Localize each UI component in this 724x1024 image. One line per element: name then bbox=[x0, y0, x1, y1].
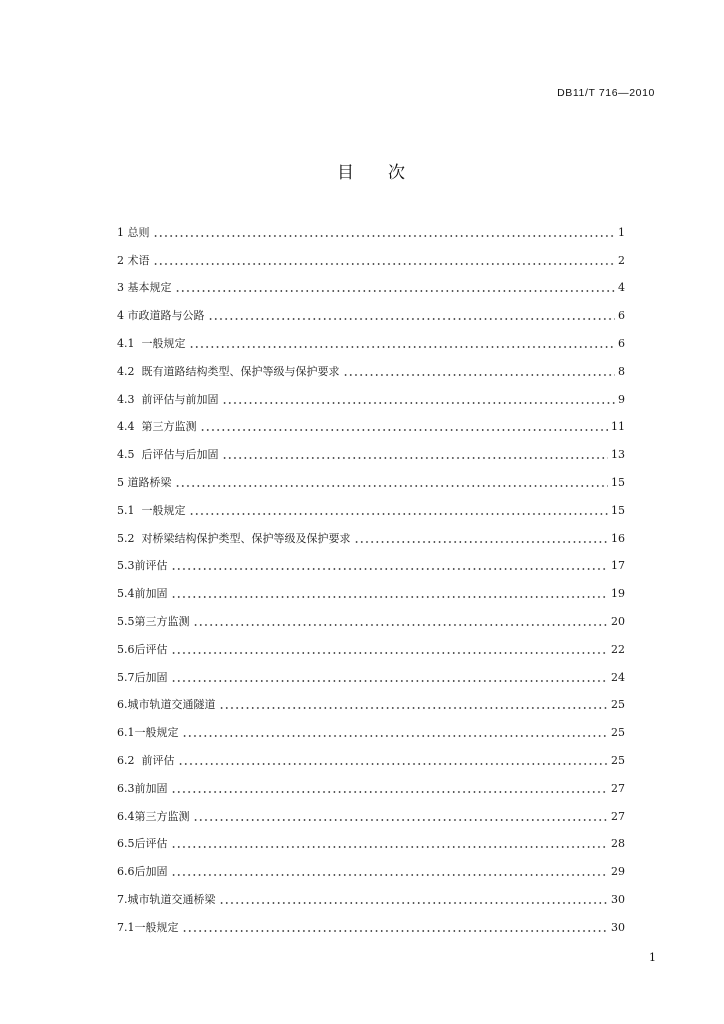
toc-entry-page: 24 bbox=[611, 670, 625, 684]
toc-entry bbox=[117, 274, 625, 302]
toc-entry bbox=[117, 607, 625, 635]
toc-entry bbox=[117, 774, 625, 802]
toc-entry-page: 30 bbox=[611, 892, 625, 906]
toc-entry bbox=[117, 357, 625, 385]
toc-entry-page: 28 bbox=[611, 837, 625, 851]
dot-leader bbox=[182, 929, 609, 933]
toc-entry bbox=[117, 329, 625, 357]
page-number: 1 bbox=[649, 951, 656, 964]
toc-entry-label: 3 基本规定 bbox=[117, 281, 172, 295]
dot-leader bbox=[193, 623, 609, 627]
toc-entry-label: 5.5第三方监测 bbox=[117, 614, 190, 628]
toc-entry-label: 2 术语 bbox=[117, 253, 150, 267]
toc-entry-page: 16 bbox=[611, 531, 625, 545]
toc-entry bbox=[117, 635, 625, 663]
dot-leader bbox=[219, 901, 609, 905]
toc-entry-page: 20 bbox=[611, 614, 625, 628]
dot-leader bbox=[171, 679, 609, 683]
toc-entry-page: 30 bbox=[611, 920, 625, 934]
dot-leader bbox=[222, 401, 616, 405]
toc-entry-page: 15 bbox=[611, 503, 625, 517]
toc-entry bbox=[117, 746, 625, 774]
dot-leader bbox=[171, 790, 609, 794]
toc-entry-page: 17 bbox=[611, 559, 625, 573]
toc-entry bbox=[117, 579, 625, 607]
toc-entry-label: 6.1一般规定 bbox=[117, 726, 179, 740]
toc-entry-page: 15 bbox=[611, 475, 625, 489]
toc-entry bbox=[117, 385, 625, 413]
dot-leader bbox=[175, 484, 609, 488]
toc-entry bbox=[117, 802, 625, 830]
dot-leader bbox=[208, 317, 616, 321]
dot-leader bbox=[153, 262, 616, 266]
toc-entry-label: 4 市政道路与公路 bbox=[117, 309, 205, 323]
dot-leader bbox=[200, 428, 609, 432]
toc-entry-label: 4.1 一般规定 bbox=[117, 336, 186, 350]
toc-entry bbox=[117, 496, 625, 524]
dot-leader bbox=[171, 845, 609, 849]
toc-entry bbox=[117, 663, 625, 691]
toc-entry bbox=[117, 857, 625, 885]
dot-leader bbox=[193, 818, 609, 822]
dot-leader bbox=[182, 734, 609, 738]
toc-entry-page: 4 bbox=[618, 281, 625, 295]
toc-entry bbox=[117, 885, 625, 913]
toc-entry bbox=[117, 524, 625, 552]
toc-entry-page: 25 bbox=[611, 726, 625, 740]
dot-leader bbox=[189, 345, 616, 349]
dot-leader bbox=[222, 456, 609, 460]
toc-entry-label: 6.3前加固 bbox=[117, 781, 168, 795]
toc-entry bbox=[117, 413, 625, 441]
toc-entry-label: 6.5后评估 bbox=[117, 837, 168, 851]
toc-entry-page: 29 bbox=[611, 865, 625, 879]
toc-entry-label: 5.2 对桥梁结构保护类型、保护等级及保护要求 bbox=[117, 531, 351, 545]
toc-entry-label: 4.4 第三方监测 bbox=[117, 420, 197, 434]
dot-leader bbox=[175, 289, 616, 293]
toc-entry-page: 2 bbox=[618, 253, 625, 267]
toc-entry bbox=[117, 830, 625, 858]
dot-leader bbox=[171, 651, 609, 655]
toc-entry-label: 5.1 一般规定 bbox=[117, 503, 186, 517]
toc-title: 目 次 bbox=[337, 163, 405, 183]
toc-entry-label: 5 道路桥梁 bbox=[117, 475, 172, 489]
toc-entry-page: 6 bbox=[618, 309, 625, 323]
toc-entry-page: 8 bbox=[618, 364, 625, 378]
toc-entry-label: 5.3前评估 bbox=[117, 559, 168, 573]
toc-entry bbox=[117, 246, 625, 274]
toc-entry-label: 5.4前加固 bbox=[117, 587, 168, 601]
toc-entry bbox=[117, 301, 625, 329]
toc-entry-page: 25 bbox=[611, 753, 625, 767]
toc-entry bbox=[117, 552, 625, 580]
toc-entry bbox=[117, 468, 625, 496]
toc-entry-label: 6.6后加固 bbox=[117, 865, 168, 879]
toc-entry-page: 11 bbox=[611, 420, 625, 434]
toc-entry-label: 6.2 前评估 bbox=[117, 753, 175, 767]
toc-entry-label: 7.城市轨道交通桥梁 bbox=[117, 892, 216, 906]
toc-entry-page: 22 bbox=[611, 642, 625, 656]
dot-leader bbox=[189, 512, 609, 516]
dot-leader bbox=[354, 540, 609, 544]
toc-entry-label: 6.4第三方监测 bbox=[117, 809, 190, 823]
dot-leader bbox=[343, 373, 616, 377]
dot-leader bbox=[219, 706, 609, 710]
toc-entry-label: 4.2 既有道路结构类型、保护等级与保护要求 bbox=[117, 364, 340, 378]
standard-code: DB11/T 716—2010 bbox=[557, 87, 655, 99]
toc-entry bbox=[117, 218, 625, 246]
toc-entry-label: 7.1一般规定 bbox=[117, 920, 179, 934]
table-of-contents bbox=[117, 218, 625, 941]
toc-entry-page: 1 bbox=[618, 225, 625, 239]
dot-leader bbox=[153, 234, 616, 238]
dot-leader bbox=[171, 567, 609, 571]
toc-entry-page: 27 bbox=[611, 809, 625, 823]
toc-entry-label: 5.6后评估 bbox=[117, 642, 168, 656]
toc-entry bbox=[117, 913, 625, 941]
toc-entry-page: 27 bbox=[611, 781, 625, 795]
toc-entry-page: 9 bbox=[618, 392, 625, 406]
toc-entry-label: 4.5 后评估与后加固 bbox=[117, 448, 219, 462]
toc-entry-label: 6.城市轨道交通隧道 bbox=[117, 698, 216, 712]
toc-entry bbox=[117, 718, 625, 746]
toc-entry-page: 6 bbox=[618, 336, 625, 350]
toc-entry-label: 1 总则 bbox=[117, 225, 150, 239]
toc-entry-page: 13 bbox=[611, 448, 625, 462]
toc-entry bbox=[117, 440, 625, 468]
toc-entry bbox=[117, 691, 625, 719]
toc-entry-page: 19 bbox=[611, 587, 625, 601]
toc-entry-label: 5.7后加固 bbox=[117, 670, 168, 684]
dot-leader bbox=[178, 762, 609, 766]
dot-leader bbox=[171, 595, 609, 599]
dot-leader bbox=[171, 873, 609, 877]
toc-entry-label: 4.3 前评估与前加固 bbox=[117, 392, 219, 406]
toc-entry-page: 25 bbox=[611, 698, 625, 712]
